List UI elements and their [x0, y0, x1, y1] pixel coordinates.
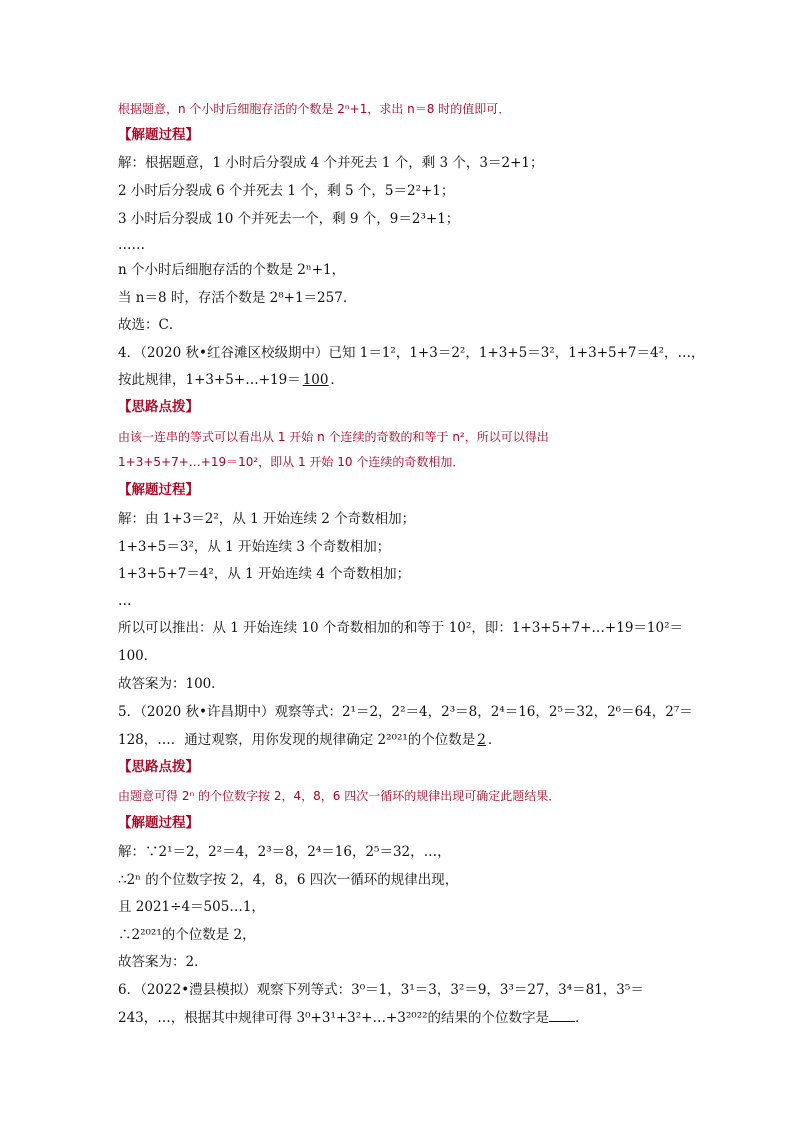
- body-text: [118, 953, 714, 971]
- body-text: [118, 592, 714, 610]
- trailing-punct: ．: [575, 1010, 589, 1026]
- line-text: 解：∵2¹＝2，2²＝4，2³＝8，2⁴＝16，2⁵＝32，…，: [118, 844, 451, 860]
- body-text: [118, 182, 714, 200]
- line-text: ……: [118, 237, 145, 253]
- section-heading: [118, 814, 714, 832]
- line-text: 解：根据题意，1 小时后分裂成 4 个并死去 1 个，剩 3 个，3＝2+1；: [118, 155, 544, 171]
- line-text: 6．（2022•澧县模拟）观察下列等式：3⁰＝1，3¹＝3，3²＝9，3³＝27，3⁴＝81，3⁵＝: [118, 982, 644, 998]
- line-text: 3 小时后分裂成 10 个并死去一个，剩 9 个，9＝2³+1；: [118, 211, 460, 227]
- answer-blank: 100: [302, 372, 329, 388]
- body-text: [118, 981, 714, 999]
- body-text: [118, 926, 714, 944]
- line-text: 当 n＝8 时，存活个数是 2⁸+1＝257．: [118, 290, 357, 306]
- body-text: [118, 619, 714, 637]
- body-text: [118, 510, 714, 528]
- body-text: [118, 344, 714, 362]
- line-text: 由题意可得 2ⁿ 的个位数字按 2，4，8，6 四次一循环的规律出现可确定此题结果．: [118, 789, 561, 803]
- body-text: [118, 871, 714, 889]
- line-text: 故答案为：2．: [118, 954, 208, 970]
- body-text: [118, 1009, 714, 1027]
- section-heading: [118, 398, 714, 416]
- line-text: 且 2021÷4＝505…1，: [118, 899, 265, 915]
- line-text: 4．（2020 秋•红谷滩区校级期中）已知 1＝1²，1+3＝2²，1+3+5＝3²，1+3+5+7＝4²，…，: [118, 345, 705, 361]
- line-text: 按此规律，1+3+5+…+19＝: [118, 372, 301, 388]
- body-text: [118, 261, 714, 279]
- body-text: [118, 898, 714, 916]
- hint-text: [118, 787, 714, 805]
- line-text: 【解题过程】: [118, 127, 199, 143]
- section-heading: [118, 758, 714, 776]
- line-text: 128，…．通过观察，用你发现的规律确定 2²⁰²¹的个位数是: [118, 732, 476, 748]
- body-text: [118, 371, 714, 389]
- line-text: 1+3+5+7＝4²，从 1 开始连续 4 个奇数相加；: [118, 566, 411, 582]
- body-text: [118, 703, 714, 721]
- trailing-punct: ．: [487, 732, 502, 748]
- line-text: n 个小时后细胞存活的个数是 2ⁿ+1，: [118, 262, 346, 278]
- answer-blank: 2: [477, 732, 486, 748]
- body-text: [118, 289, 714, 307]
- trailing-punct: ．: [330, 372, 344, 388]
- body-text: [118, 538, 714, 556]
- line-text: 1+3+5+7+…+19＝10²，即从 1 开始 10 个连续的奇数相加．: [118, 455, 465, 469]
- body-text: [118, 210, 714, 228]
- line-text: 【解题过程】: [118, 482, 199, 498]
- hint-text: [118, 428, 714, 446]
- line-text: ∴2ⁿ 的个位数字按 2，4，8，6 四次一循环的规律出现，: [118, 872, 459, 888]
- body-text: [118, 316, 714, 334]
- body-text: [118, 154, 714, 172]
- body-text: [118, 565, 714, 583]
- line-text: 由该一连串的等式可以看出从 1 开始 n 个连续的奇数的和等于 n²，所以可以得出: [118, 430, 549, 444]
- section-heading: [118, 481, 714, 499]
- line-text: 【思路点拨】: [118, 399, 199, 415]
- body-text: [118, 675, 714, 693]
- line-text: 243，…，根据其中规律可得 3⁰+3¹+3²+…+3²⁰²²的结果的个位数字是: [118, 1010, 550, 1026]
- line-text: 【思路点拨】: [118, 759, 199, 775]
- hint-text: [118, 100, 714, 118]
- line-text: 解：由 1+3＝2²，从 1 开始连续 2 个奇数相加；: [118, 511, 416, 527]
- line-text: 根据题意，n 个小时后细胞存活的个数是 2ⁿ+1，求出 n＝8 时的值即可．: [118, 102, 511, 116]
- line-text: 故选：C．: [118, 317, 183, 333]
- line-text: 1+3+5＝3²，从 1 开始连续 3 个奇数相加；: [118, 539, 391, 555]
- line-text: 【解题过程】: [118, 815, 199, 831]
- body-text: [118, 647, 714, 665]
- line-text: …: [118, 593, 132, 609]
- hint-text: [118, 453, 714, 471]
- line-text: 100．: [118, 648, 158, 664]
- line-text: ∴2²⁰²¹的个位数是 2，: [118, 927, 256, 943]
- line-text: 故答案为：100．: [118, 676, 225, 692]
- line-text: 所以可以推出：从 1 开始连续 10 个奇数相加的和等于 10²，即：1+3+5+7+…+19＝10²＝: [118, 620, 683, 636]
- body-text: [118, 843, 714, 861]
- section-heading: [118, 126, 714, 144]
- line-text: 2 小时后分裂成 6 个并死去 1 个，剩 5 个，5＝2²+1；: [118, 183, 455, 199]
- empty-blank: [549, 1009, 575, 1022]
- body-text: [118, 731, 714, 749]
- body-text: [118, 236, 714, 254]
- line-text: 5．（2020 秋•许昌期中）观察等式：2¹＝2，2²＝4，2³＝8，2⁴＝16，2⁵＝32，2⁶＝64，2⁷＝: [118, 704, 693, 720]
